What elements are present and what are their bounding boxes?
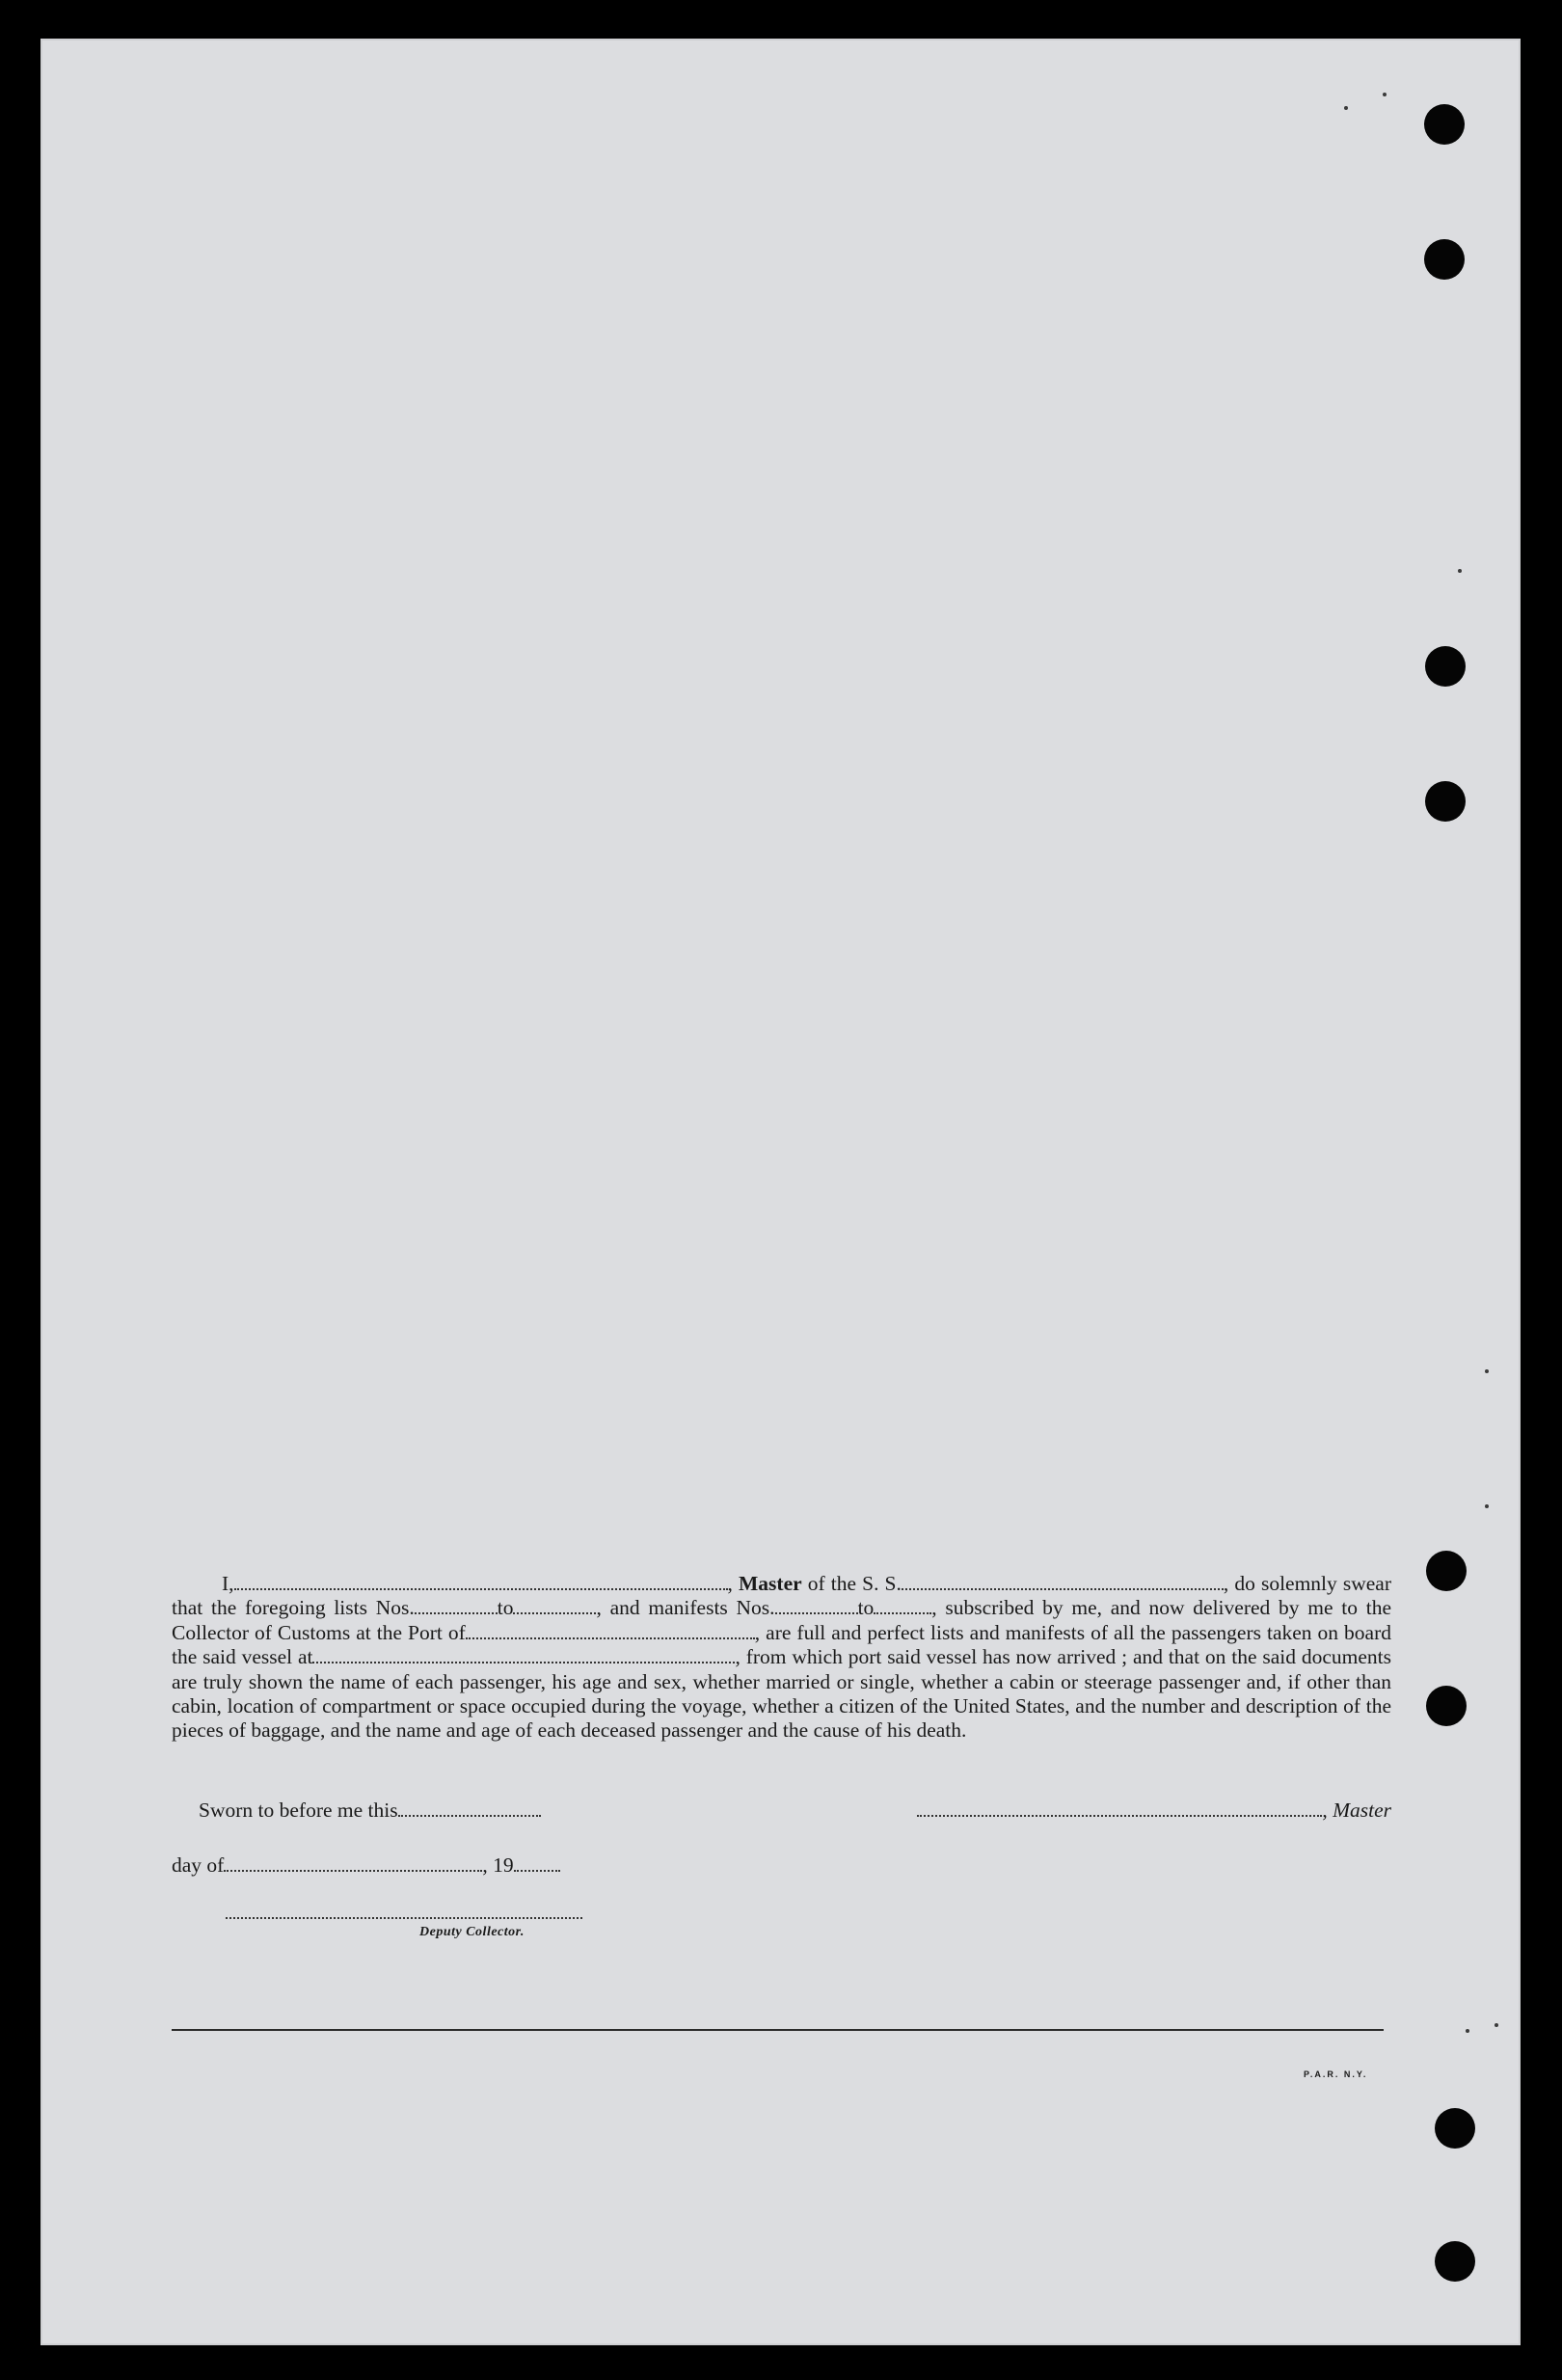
blank-master-signature <box>917 1799 1322 1817</box>
sworn-before: Sworn to before me this <box>199 1799 541 1823</box>
blank-vessel-port <box>312 1646 735 1663</box>
binder-hole-icon <box>1426 1551 1467 1591</box>
master-signature: , Master <box>917 1799 1391 1823</box>
day-row: day of , 19 <box>172 1853 560 1878</box>
binder-hole-icon <box>1425 781 1466 822</box>
binder-hole-icon <box>1425 646 1466 687</box>
speck-mark <box>1466 2029 1469 2033</box>
blank-sworn-day <box>398 1799 541 1817</box>
blank-port <box>466 1622 755 1639</box>
binder-hole-icon <box>1426 1686 1467 1726</box>
oath-text: I, <box>222 1572 234 1595</box>
blank-manifest-from <box>775 1597 858 1614</box>
speck-mark <box>1495 2023 1498 2027</box>
deputy-collector-label: Deputy Collector. <box>419 1925 525 1939</box>
binder-hole-icon <box>1424 239 1465 280</box>
blank-master-name <box>234 1573 728 1590</box>
master-label: Master <box>739 1572 802 1595</box>
blank-list-from <box>415 1597 498 1614</box>
printer-mark: P.A.R. N.Y. <box>1304 2069 1368 2079</box>
speck-mark <box>1344 106 1348 110</box>
speck-mark <box>1458 569 1462 573</box>
speck-mark <box>1485 1369 1489 1373</box>
blank-ship-name <box>902 1573 1224 1590</box>
blank-list-to <box>513 1597 596 1614</box>
divider-rule <box>172 2029 1384 2031</box>
binder-hole-icon <box>1424 104 1465 145</box>
blank-year <box>514 1854 560 1872</box>
oath-paragraph: I, , Master of the S. S. , do solemnly swear that the foregoing lists Nos. to , and manifests Nos. to , subscribed by me, and now delivered by me to the Collector of Customs at the Port of , are full and perfect lists and manifests of all the passengers taken on board the said vessel at , from which port said vessel has now arrived ; and that on the said documents are truly shown the name of each passenger, his age and sex, whether married or single, whether a cabin or steerage passenger and, if other than cabin, location of compartment or space occupied during the voyage, whether a citizen of the United States, and the number and description of the pieces of baggage, and the name and age of each deceased passenger and the cause of his death. <box>172 1572 1392 1743</box>
speck-mark <box>1485 1504 1489 1508</box>
binder-hole-icon <box>1435 2108 1475 2149</box>
deputy-signature-line <box>226 1917 582 1919</box>
document-page <box>40 39 1521 2345</box>
speck-mark <box>1383 93 1387 96</box>
binder-hole-icon <box>1435 2241 1475 2282</box>
blank-manifest-to <box>874 1597 931 1614</box>
sworn-row <box>172 1799 1391 1827</box>
blank-month <box>224 1854 482 1872</box>
